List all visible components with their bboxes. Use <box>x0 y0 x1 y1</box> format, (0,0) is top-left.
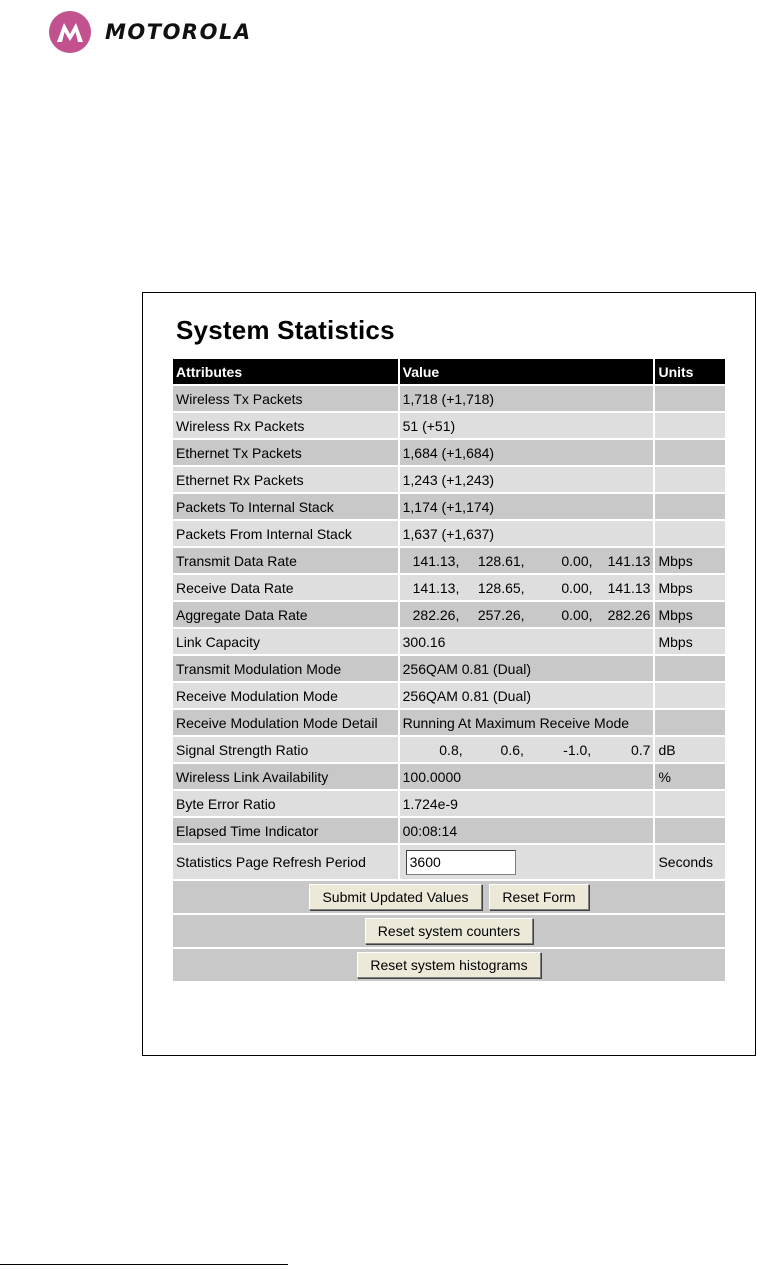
row-units <box>655 656 725 681</box>
motorola-batwing-icon <box>49 11 91 53</box>
table-row <box>173 845 725 879</box>
rate-value: 282.26, <box>412 606 460 623</box>
row-value: 300.16 <box>400 629 654 654</box>
row-label: Elapsed Time Indicator <box>173 818 398 843</box>
row-label: Wireless Tx Packets <box>173 386 398 411</box>
rate-value: 128.61, <box>477 552 525 569</box>
table-row <box>173 575 725 600</box>
form-buttons-row <box>173 881 725 913</box>
page-title: System Statistics <box>176 315 395 345</box>
row-value: 1.724e-9 <box>400 791 654 816</box>
row-units <box>655 413 725 438</box>
row-label: Transmit Data Rate <box>173 548 398 573</box>
row-label: Wireless Rx Packets <box>173 413 398 438</box>
row-label: Transmit Modulation Mode <box>173 656 398 681</box>
row-value: 51 (+51) <box>400 413 654 438</box>
row-value <box>400 575 654 600</box>
row-units: Mbps <box>655 548 725 573</box>
table-row <box>173 710 725 735</box>
row-value <box>400 602 654 627</box>
table-header-row <box>173 359 725 384</box>
row-units: dB <box>655 737 725 762</box>
row-label: Statistics Page Refresh Period <box>173 845 398 879</box>
rate-value: 0.00, <box>561 552 593 569</box>
row-value <box>400 737 654 762</box>
rate-value: 257.26, <box>477 606 525 623</box>
row-units <box>655 710 725 735</box>
row-units: % <box>655 764 725 789</box>
row-value: 1,243 (+1,243) <box>400 467 654 492</box>
table-row <box>173 521 725 546</box>
row-units <box>655 467 725 492</box>
table-row <box>173 386 725 411</box>
rate-value: 128.65, <box>477 579 525 596</box>
row-value: Running At Maximum Receive Mode <box>400 710 654 735</box>
reset-system-histograms-button[interactable]: Reset system histograms <box>357 952 540 978</box>
row-label: Byte Error Ratio <box>173 791 398 816</box>
row-label: Ethernet Rx Packets <box>173 467 398 492</box>
row-label: Signal Strength Ratio <box>173 737 398 762</box>
brand-name: MOTOROLA <box>105 20 252 44</box>
row-value: 1,637 (+1,637) <box>400 521 654 546</box>
row-value <box>400 548 654 573</box>
signal-value: 0.6, <box>500 741 524 758</box>
table-row <box>173 440 725 465</box>
row-label: Wireless Link Availability <box>173 764 398 789</box>
header-attributes: Attributes <box>173 359 398 384</box>
table-row <box>173 683 725 708</box>
reset-counters-row <box>173 915 725 947</box>
motorola-logo <box>49 11 252 53</box>
table-row <box>173 548 725 573</box>
row-label: Link Capacity <box>173 629 398 654</box>
row-units: Seconds <box>655 845 725 879</box>
table-row <box>173 791 725 816</box>
signal-value: 0.8, <box>439 741 463 758</box>
header-value: Value <box>400 359 654 384</box>
table-row <box>173 602 725 627</box>
table-row <box>173 413 725 438</box>
row-label: Receive Modulation Mode <box>173 683 398 708</box>
table-row <box>173 467 725 492</box>
rate-value: 141.13 <box>607 579 651 596</box>
rate-value: 141.13, <box>412 579 460 596</box>
row-units <box>655 494 725 519</box>
table-row <box>173 764 725 789</box>
table-row <box>173 737 725 762</box>
reset-histograms-row <box>173 949 725 981</box>
rate-value: 141.13, <box>412 552 460 569</box>
row-units <box>655 386 725 411</box>
rate-value: 0.00, <box>561 606 593 623</box>
row-units <box>655 683 725 708</box>
row-label: Ethernet Tx Packets <box>173 440 398 465</box>
row-value: 00:08:14 <box>400 818 654 843</box>
row-units: Mbps <box>655 575 725 600</box>
row-value: 1,718 (+1,718) <box>400 386 654 411</box>
row-value: 256QAM 0.81 (Dual) <box>400 683 654 708</box>
rate-value: 282.26 <box>607 606 651 623</box>
table-row <box>173 818 725 843</box>
refresh-period-input[interactable] <box>406 850 516 875</box>
row-label: Receive Data Rate <box>173 575 398 600</box>
statistics-table <box>171 357 727 983</box>
row-label: Receive Modulation Mode Detail <box>173 710 398 735</box>
reset-form-button[interactable]: Reset Form <box>489 884 588 910</box>
signal-value: -1.0, <box>563 741 592 758</box>
submit-updated-values-button[interactable]: Submit Updated Values <box>309 884 481 910</box>
table-row <box>173 656 725 681</box>
table-row <box>173 494 725 519</box>
statistics-panel <box>142 292 756 1056</box>
row-label: Aggregate Data Rate <box>173 602 398 627</box>
row-value: 1,684 (+1,684) <box>400 440 654 465</box>
row-units <box>655 521 725 546</box>
row-label: Packets To Internal Stack <box>173 494 398 519</box>
table-row <box>173 629 725 654</box>
row-units <box>655 440 725 465</box>
footnote-divider <box>0 1264 288 1265</box>
row-value: 256QAM 0.81 (Dual) <box>400 656 654 681</box>
row-value: 100.0000 <box>400 764 654 789</box>
row-units <box>655 791 725 816</box>
row-units: Mbps <box>655 629 725 654</box>
row-label: Packets From Internal Stack <box>173 521 398 546</box>
signal-value: 0.7 <box>631 741 651 758</box>
row-units <box>655 818 725 843</box>
rate-value: 0.00, <box>561 579 593 596</box>
row-value: 1,174 (+1,174) <box>400 494 654 519</box>
reset-system-counters-button[interactable]: Reset system counters <box>365 918 533 944</box>
row-value <box>400 845 654 879</box>
header-units: Units <box>655 359 725 384</box>
row-units: Mbps <box>655 602 725 627</box>
rate-value: 141.13 <box>607 552 651 569</box>
